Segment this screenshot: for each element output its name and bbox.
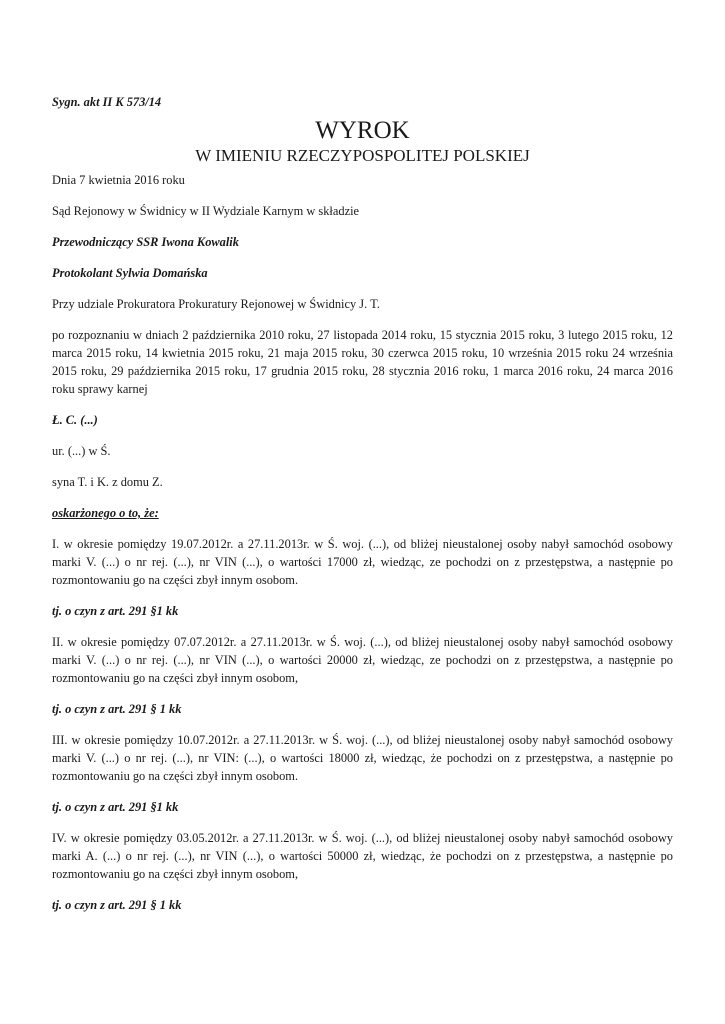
charge-text: I. w okresie pomiędzy 19.07.2012r. a 27.11.2013r. w Ś. woj. (...), od bliżej nieustalonej osoby nabył samochód osobowy marki V. (...) o nr rej. (...), nr VIN (...), o wartości 17000 zł, wiedząc, ze pochodzi on z przestępstwa, a następnie po rozmontowaniu go na części zbył innym osobom.	[52, 537, 673, 587]
court-composition: Sąd Rejonowy w Świdnicy w II Wydziale Karnym w składzie	[52, 204, 360, 218]
hearing-dates: po rozpoznaniu w dniach 2 października 2010 roku, 27 listopada 2014 roku, 15 stycznia 2015 roku, 3 lutego 2015 roku, 12 marca 2015 roku, 14 kwietnia 2015 roku, 21 maja 2015 roku, 30 czerwca 2015 roku, 10 września 2015 roku 24 września 2015 roku, 29 października 2015 roku, 17 grudnia 2015 roku, 28 stycznia 2016 roku, 1 marca 2016 roku, 24 marca 2016 roku sprawy karnej	[52, 328, 673, 396]
defendant-parents: syna T. i K. z domu Z.	[52, 475, 163, 489]
accusation-heading: oskarżonego o to, że:	[52, 506, 159, 520]
presiding-judge: Przewodniczący SSR Iwona Kowalik	[52, 235, 239, 249]
document-page	[52, 93, 673, 927]
court-clerk: Protokolant Sylwia Domańska	[52, 266, 208, 280]
defendant-name: Ł. C. (...)	[52, 413, 98, 427]
prosecutor-line: Przy udziale Prokuratora Prokuratury Rejonowej w Świdnicy J. T.	[52, 297, 380, 311]
case-signature: Sygn. akt II K 573/14	[52, 95, 162, 109]
charge-article: tj. o czyn z art. 291 § 1 kk	[52, 702, 182, 716]
charge-article: tj. o czyn z art. 291 § 1 kk	[52, 898, 182, 912]
document-subtitle: W IMIENIU RZECZYPOSPOLITEJ POLSKIEJ	[195, 146, 530, 165]
charge-text: III. w okresie pomiędzy 10.07.2012r. a 27.11.2013r. w Ś. woj. (...), od bliżej nieustalonej osoby nabył samochód osobowy marki V. (...) o nr rej. (...), nr VIN: (...), o wartości 18000 zł, wiedząc, że pochodzi on z przestępstwa, a następnie po rozmontowaniu go na części zbył innym osobom.	[52, 733, 673, 783]
charge-article: tj. o czyn z art. 291 §1 kk	[52, 800, 179, 814]
document-title: WYROK	[315, 117, 410, 144]
judgment-date: Dnia 7 kwietnia 2016 roku	[52, 173, 185, 187]
charge-text: IV. w okresie pomiędzy 03.05.2012r. a 27.11.2013r. w Ś. woj. (...), od bliżej nieustalonej osoby nabył samochód osobowy marki A. (...) o nr rej. (...), nr VIN (...), o wartości 50000 zł, wiedząc, że pochodzi on z przestępstwa, a następnie po rozmontowaniu go na części zbył innym osobom,	[52, 831, 673, 881]
defendant-birth: ur. (...) w Ś.	[52, 444, 111, 458]
charge-article: tj. o czyn z art. 291 §1 kk	[52, 604, 179, 618]
charge-text: II. w okresie pomiędzy 07.07.2012r. a 27.11.2013r. w Ś. woj. (...), od bliżej nieustalonej osoby nabył samochód osobowy marki V. (...) o nr rej. (...), nr VIN (...), o wartości 20000 zł, wiedząc, ze pochodzi on z przestępstwa, a następnie po rozmontowaniu go na części zbył innym osobom,	[52, 635, 673, 685]
